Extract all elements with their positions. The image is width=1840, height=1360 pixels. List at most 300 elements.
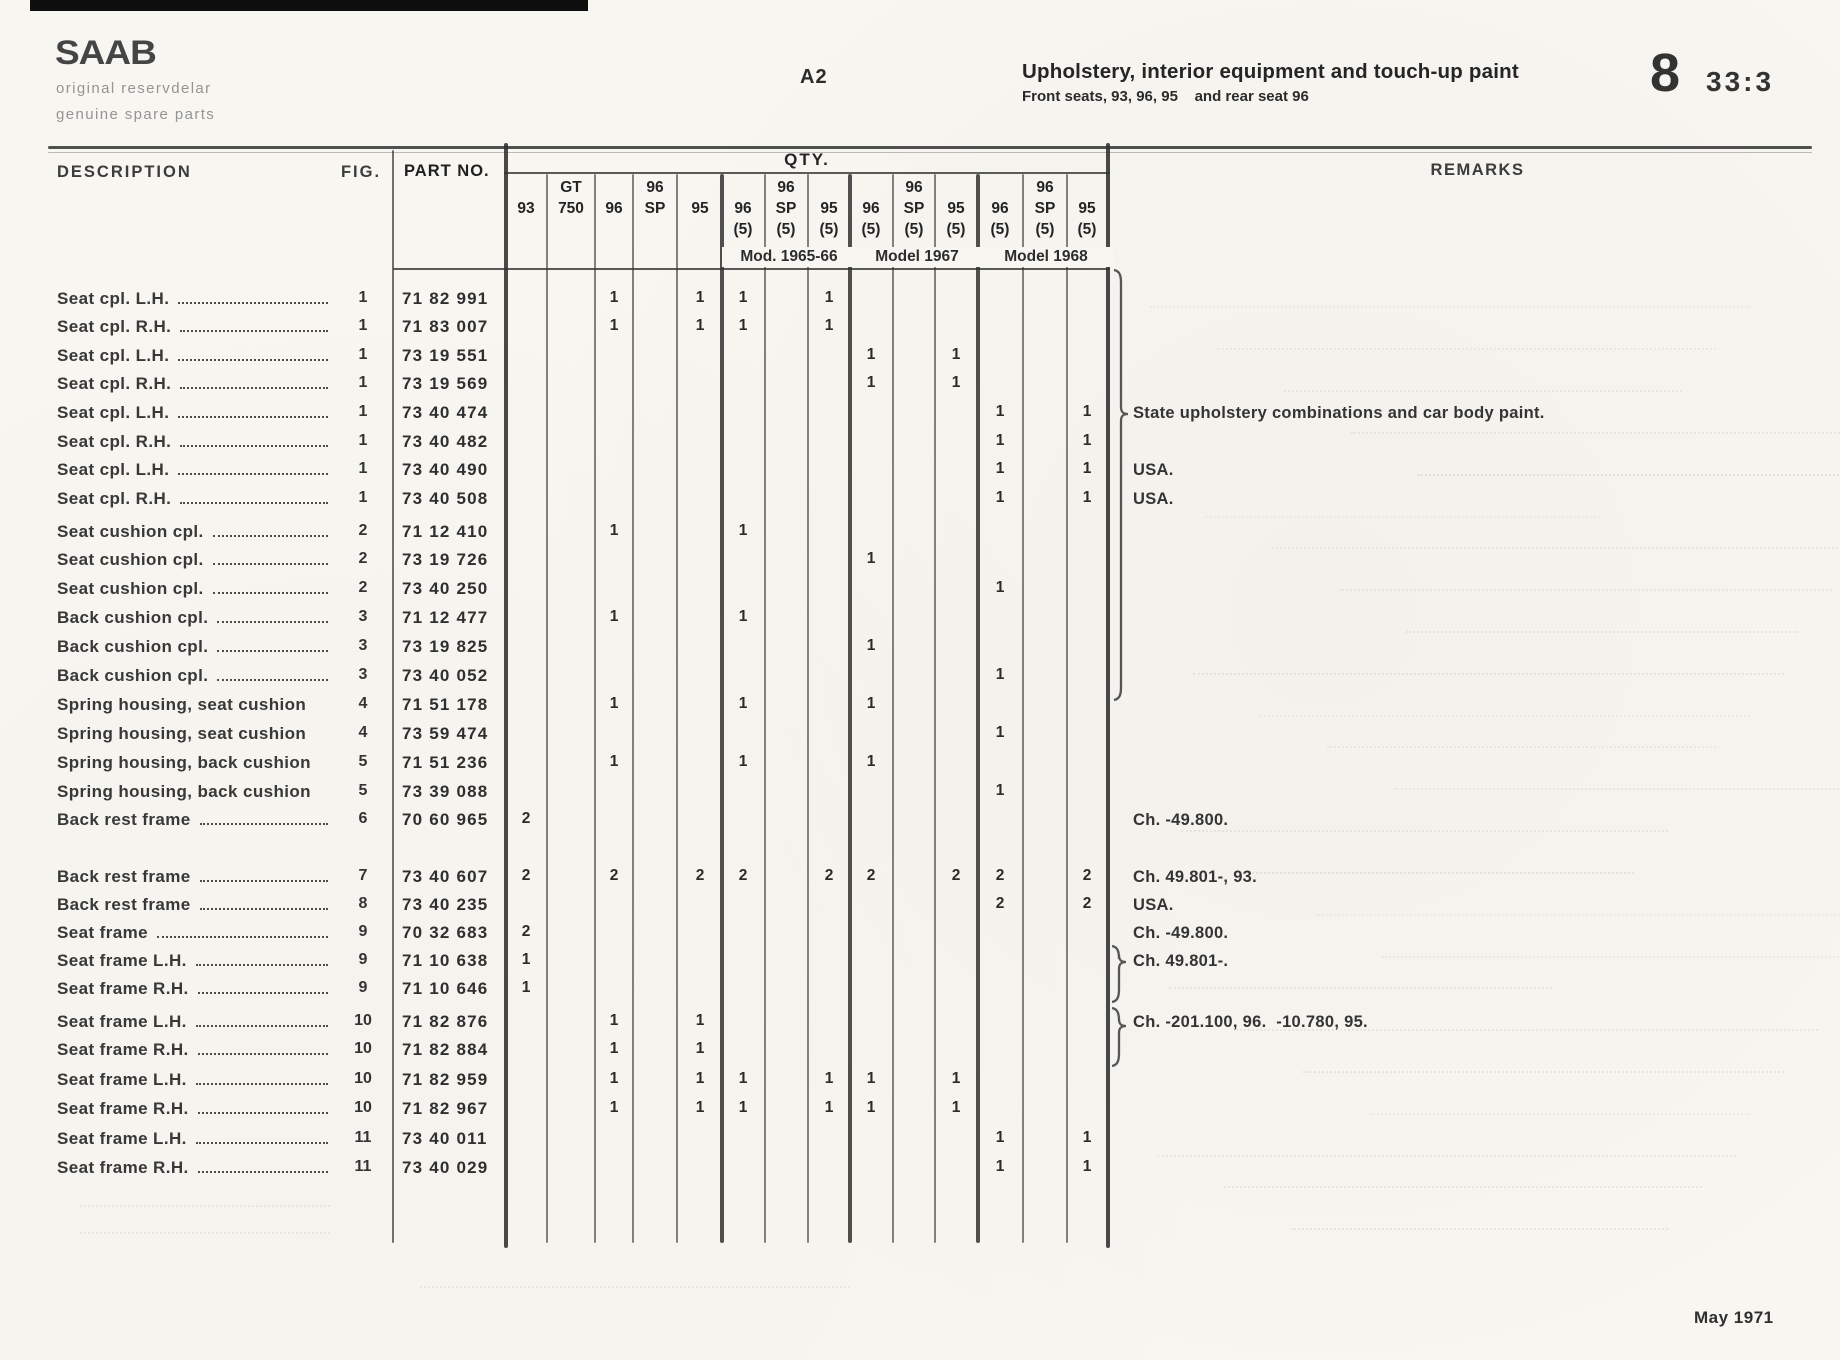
description-text: Seat frame L.H. <box>57 1070 187 1089</box>
qty-column-label: 96 <box>646 179 664 196</box>
dot-leader <box>217 608 328 623</box>
dot-leader <box>178 346 328 361</box>
row-part-number: 73 40 607 <box>402 867 489 886</box>
qty-cell: 1 <box>824 317 834 334</box>
row-description <box>57 867 338 887</box>
description-text: Seat frame L.H. <box>57 951 187 970</box>
dot-leader <box>180 317 328 332</box>
table-row <box>0 666 1840 689</box>
qty-cell: 1 <box>738 608 748 625</box>
dot-leader <box>217 637 328 652</box>
scan-noise-line <box>80 1205 330 1207</box>
qty-column-label: SP <box>775 200 797 217</box>
dot-leader <box>196 1012 328 1027</box>
row-remark: Ch. -201.100, 96. -10.780, 95. <box>1133 1013 1368 1031</box>
dot-leader <box>178 289 328 304</box>
qty-cell: 1 <box>995 782 1005 799</box>
row-remark: Ch. -49.800. <box>1133 924 1229 942</box>
qty-cell: 1 <box>609 695 619 712</box>
row-description <box>57 810 338 830</box>
description-text: Seat cushion cpl. <box>57 550 204 569</box>
row-part-number: 70 60 965 <box>402 810 489 829</box>
row-description <box>57 1040 338 1060</box>
row-description <box>57 979 338 999</box>
row-description <box>57 489 338 509</box>
description-text: Seat frame R.H. <box>57 979 189 998</box>
table-row <box>0 432 1840 455</box>
dot-leader <box>200 810 328 825</box>
dot-leader <box>213 550 328 565</box>
table-row <box>0 317 1840 340</box>
table-row <box>0 895 1840 918</box>
row-description <box>57 782 338 802</box>
description-text: Seat cpl. L.H. <box>57 403 170 422</box>
brace-seat-frame-49801 <box>1109 944 1129 1004</box>
row-description <box>57 460 338 480</box>
row-part-number: 73 40 029 <box>402 1158 489 1177</box>
description-text: Seat frame L.H. <box>57 1012 187 1031</box>
qty-cell: 1 <box>866 1099 876 1116</box>
row-description <box>57 579 338 599</box>
table-row <box>0 579 1840 602</box>
row-part-number: 71 10 646 <box>402 979 489 998</box>
row-fig-number: 1 <box>358 346 368 363</box>
qty-cell: 1 <box>1082 1129 1092 1146</box>
column-header-description: DESCRIPTION <box>57 163 192 181</box>
qty-column-label: 93 <box>517 200 535 217</box>
row-part-number: 73 40 508 <box>402 489 489 508</box>
qty-column-label: 750 <box>558 200 584 217</box>
qty-cell: 1 <box>995 1129 1005 1146</box>
qty-cell: 2 <box>521 923 531 940</box>
table-row <box>0 1158 1840 1181</box>
row-fig-number: 4 <box>358 724 368 741</box>
qty-cell: 1 <box>951 1070 961 1087</box>
dot-leader <box>213 579 328 594</box>
description-text: Seat cpl. L.H. <box>57 460 170 479</box>
row-fig-number: 1 <box>358 374 368 391</box>
row-fig-number: 4 <box>358 695 368 712</box>
description-text: Seat cpl. L.H. <box>57 346 170 365</box>
qty-cell: 1 <box>995 489 1005 506</box>
description-text: Seat frame R.H. <box>57 1158 189 1177</box>
qty-cell: 1 <box>995 666 1005 683</box>
qty-column-label: 96 <box>734 200 752 217</box>
table-row <box>0 923 1840 946</box>
dot-leader <box>180 432 328 447</box>
row-fig-number: 1 <box>358 403 368 420</box>
qty-cell: 2 <box>1082 867 1092 884</box>
row-description <box>57 923 338 943</box>
qty-column-label: 96 <box>1036 179 1054 196</box>
row-fig-number: 9 <box>358 923 368 940</box>
qty-cell: 1 <box>521 951 531 968</box>
dot-leader <box>178 460 328 475</box>
table-row <box>0 608 1840 631</box>
row-part-number: 73 59 474 <box>402 724 489 743</box>
row-part-number: 73 19 569 <box>402 374 489 393</box>
row-part-number: 73 40 482 <box>402 432 489 451</box>
qty-cell: 1 <box>609 289 619 306</box>
row-part-number: 71 82 959 <box>402 1070 489 1089</box>
qty-cell: 1 <box>609 522 619 539</box>
table-row <box>0 460 1840 483</box>
table-row <box>0 753 1840 776</box>
qty-cell: 1 <box>866 637 876 654</box>
row-fig-number: 1 <box>358 489 368 506</box>
row-remark: USA. <box>1133 896 1174 914</box>
table-row <box>0 695 1840 718</box>
row-description <box>57 289 338 309</box>
dot-leader <box>178 403 328 418</box>
table-row <box>0 1040 1840 1063</box>
row-fig-number: 1 <box>358 317 368 334</box>
qty-column-label: (5) <box>861 221 881 238</box>
row-fig-number: 10 <box>354 1070 372 1087</box>
scan-noise-line <box>420 1286 850 1288</box>
row-remark: Ch. 49.801-, 93. <box>1133 868 1258 886</box>
qty-column-label: 96 <box>777 179 795 196</box>
qty-cell: 1 <box>866 1070 876 1087</box>
qty-cell: 1 <box>738 1070 748 1087</box>
qty-cell: 1 <box>866 695 876 712</box>
dot-leader <box>200 867 328 882</box>
qty-cell: 2 <box>695 867 705 884</box>
row-description <box>57 608 338 628</box>
model-group-label: Model 1968 <box>979 247 1113 267</box>
qty-cell: 1 <box>951 374 961 391</box>
brand-subtitle-swedish: original reservdelar <box>56 80 212 97</box>
row-fig-number: 2 <box>358 522 368 539</box>
doc-title: Upholstery, interior equipment and touch-up paint <box>1022 60 1519 83</box>
column-header-fig: FIG. <box>340 163 382 181</box>
table-row <box>0 289 1840 312</box>
description-text: Back cushion cpl. <box>57 637 209 656</box>
row-part-number: 73 39 088 <box>402 782 489 801</box>
qty-cell: 2 <box>951 867 961 884</box>
table-row <box>0 1070 1840 1093</box>
qty-cell: 1 <box>695 1070 705 1087</box>
row-fig-number: 8 <box>358 895 368 912</box>
footer-date: May 1971 <box>1694 1308 1774 1327</box>
row-fig-number: 1 <box>358 432 368 449</box>
qty-cell: 2 <box>609 867 619 884</box>
table-row <box>0 1129 1840 1152</box>
row-part-number: 73 19 726 <box>402 550 489 569</box>
row-description <box>57 1012 338 1032</box>
description-text: Back cushion cpl. <box>57 666 209 685</box>
row-fig-number: 10 <box>354 1012 372 1029</box>
qty-column-label: GT <box>560 179 582 196</box>
table-row <box>0 346 1840 369</box>
qty-column-label: 96 <box>605 200 623 217</box>
row-part-number: 73 40 011 <box>402 1129 488 1148</box>
description-text: Back rest frame <box>57 810 191 829</box>
description-text: Spring housing, seat cushion <box>57 695 307 714</box>
qty-column-label: 95 <box>1078 200 1096 217</box>
row-part-number: 71 82 991 <box>402 289 489 308</box>
row-fig-number: 10 <box>354 1099 372 1116</box>
qty-cell: 1 <box>866 374 876 391</box>
table-grid-hline <box>48 152 1812 153</box>
qty-cell: 1 <box>995 432 1005 449</box>
row-fig-number: 5 <box>358 782 368 799</box>
qty-cell: 1 <box>695 289 705 306</box>
row-fig-number: 6 <box>358 810 368 827</box>
table-row <box>0 810 1840 833</box>
table-grid-hline <box>393 268 1110 270</box>
row-description <box>57 666 338 686</box>
row-part-number: 73 40 474 <box>402 403 489 422</box>
column-header-remarks: REMARKS <box>1430 161 1525 179</box>
description-text: Seat cushion cpl. <box>57 522 204 541</box>
qty-column-label: (5) <box>990 221 1010 238</box>
table-row <box>0 724 1840 747</box>
row-part-number: 71 82 876 <box>402 1012 489 1031</box>
description-text: Seat frame L.H. <box>57 1129 187 1148</box>
row-description <box>57 522 338 542</box>
scan-noise-line <box>1272 547 1840 549</box>
saab-logo: SAAB <box>55 33 156 72</box>
table-row <box>0 867 1840 890</box>
row-part-number: 73 40 490 <box>402 460 489 479</box>
row-description <box>57 1099 338 1119</box>
table-row <box>0 1099 1840 1122</box>
qty-cell: 1 <box>521 979 531 996</box>
row-fig-number: 9 <box>358 951 368 968</box>
row-part-number: 73 19 551 <box>402 346 489 365</box>
row-description <box>57 895 338 915</box>
qty-column-label: (5) <box>1077 221 1097 238</box>
row-part-number: 71 10 638 <box>402 951 489 970</box>
qty-cell: 1 <box>609 1040 619 1057</box>
qty-cell: 1 <box>695 1040 705 1057</box>
qty-column-label: 95 <box>691 200 709 217</box>
qty-column-label: (5) <box>1035 221 1055 238</box>
dot-leader <box>180 489 328 504</box>
qty-cell: 1 <box>609 1099 619 1116</box>
brace-upholstery-note <box>1111 268 1131 702</box>
qty-column-label: 96 <box>905 179 923 196</box>
row-fig-number: 3 <box>358 666 368 683</box>
row-description <box>57 432 338 452</box>
qty-column-label: 95 <box>947 200 965 217</box>
qty-cell: 2 <box>521 867 531 884</box>
qty-cell: 2 <box>738 867 748 884</box>
row-description <box>57 374 338 394</box>
section-page-number: 33:3 <box>1706 66 1775 97</box>
qty-cell: 1 <box>995 460 1005 477</box>
row-part-number: 71 12 477 <box>402 608 489 627</box>
qty-cell: 1 <box>866 346 876 363</box>
row-fig-number: 1 <box>358 289 368 306</box>
qty-cell: 1 <box>609 317 619 334</box>
scan-noise-line <box>80 1232 330 1234</box>
dot-leader <box>198 979 328 994</box>
row-part-number: 71 83 007 <box>402 317 489 336</box>
qty-column-label: (5) <box>904 221 924 238</box>
qty-cell: 2 <box>824 867 834 884</box>
qty-column-label: 95 <box>820 200 838 217</box>
qty-cell: 1 <box>738 1099 748 1116</box>
row-part-number: 71 12 410 <box>402 522 489 541</box>
qty-cell: 1 <box>824 1099 834 1116</box>
qty-cell: 1 <box>951 346 961 363</box>
model-group-label: Mod. 1965-66 <box>722 247 856 267</box>
table-grid-hline <box>48 146 1812 149</box>
scan-noise-line <box>1224 1186 1702 1188</box>
dot-leader <box>196 951 328 966</box>
qty-cell: 1 <box>695 1012 705 1029</box>
row-fig-number: 3 <box>358 608 368 625</box>
row-part-number: 71 51 236 <box>402 753 489 772</box>
description-text: Seat cpl. L.H. <box>57 289 170 308</box>
row-fig-number: 11 <box>354 1129 372 1146</box>
dot-leader <box>198 1040 328 1055</box>
column-header-qty: QTY. <box>784 150 830 169</box>
qty-cell: 1 <box>866 753 876 770</box>
page-code: A2 <box>800 66 828 88</box>
qty-cell: 1 <box>738 522 748 539</box>
table-row <box>0 1012 1840 1035</box>
dot-leader <box>198 1099 328 1114</box>
qty-cell: 2 <box>995 867 1005 884</box>
qty-cell: 1 <box>995 579 1005 596</box>
row-fig-number: 2 <box>358 579 368 596</box>
description-text: Seat frame R.H. <box>57 1099 189 1118</box>
table-row <box>0 951 1840 974</box>
qty-column-label: (5) <box>733 221 753 238</box>
qty-cell: 1 <box>1082 403 1092 420</box>
row-description <box>57 753 338 773</box>
row-part-number: 73 40 052 <box>402 666 489 685</box>
table-row <box>0 782 1840 805</box>
qty-cell: 1 <box>995 1158 1005 1175</box>
row-fig-number: 10 <box>354 1040 372 1057</box>
row-part-number: 73 40 250 <box>402 579 489 598</box>
description-text: Spring housing, back cushion <box>57 782 311 801</box>
row-description <box>57 1070 338 1090</box>
qty-column-label: 96 <box>862 200 880 217</box>
qty-cell: 1 <box>738 753 748 770</box>
qty-column-label: SP <box>903 200 925 217</box>
row-part-number: 71 82 967 <box>402 1099 489 1118</box>
description-text: Seat cpl. R.H. <box>57 317 172 336</box>
scan-noise-line <box>1157 1155 1736 1157</box>
qty-column-label: (5) <box>946 221 966 238</box>
table-row <box>0 979 1840 1002</box>
qty-cell: 1 <box>1082 432 1092 449</box>
row-description <box>57 346 338 366</box>
qty-cell: 2 <box>866 867 876 884</box>
description-text: Spring housing, seat cushion <box>57 724 307 743</box>
row-remark: USA. <box>1133 490 1174 508</box>
qty-cell: 1 <box>1082 1158 1092 1175</box>
row-description <box>57 1158 338 1178</box>
row-fig-number: 9 <box>358 979 368 996</box>
row-description <box>57 637 338 657</box>
qty-cell: 2 <box>1082 895 1092 912</box>
description-text: Back rest frame <box>57 895 191 914</box>
table-row <box>0 403 1840 426</box>
row-part-number: 71 51 178 <box>402 695 489 714</box>
table-grid-hline <box>504 172 1110 174</box>
row-description <box>57 1129 338 1149</box>
row-part-number: 73 19 825 <box>402 637 489 656</box>
description-text: Seat cpl. R.H. <box>57 489 172 508</box>
qty-cell: 1 <box>695 1099 705 1116</box>
qty-column-label: (5) <box>819 221 839 238</box>
row-remark: Ch. -49.800. <box>1133 811 1229 829</box>
row-fig-number: 1 <box>358 460 368 477</box>
brand-subtitle-english: genuine spare parts <box>56 106 216 123</box>
qty-cell: 1 <box>738 317 748 334</box>
qty-cell: 1 <box>738 695 748 712</box>
dot-leader <box>217 666 328 681</box>
row-part-number: 73 40 235 <box>402 895 489 914</box>
row-fig-number: 5 <box>358 753 368 770</box>
qty-cell: 1 <box>951 1099 961 1116</box>
description-text: Seat frame R.H. <box>57 1040 189 1059</box>
dot-leader <box>200 895 328 910</box>
qty-cell: 1 <box>609 608 619 625</box>
section-number: 8 <box>1650 43 1681 103</box>
qty-cell: 1 <box>609 753 619 770</box>
row-description <box>57 695 338 715</box>
description-text: Seat frame <box>57 923 148 942</box>
table-row <box>0 489 1840 512</box>
qty-column-label: (5) <box>776 221 796 238</box>
row-description <box>57 317 338 337</box>
row-remark: Ch. 49.801-. <box>1133 952 1229 970</box>
description-text: Back rest frame <box>57 867 191 886</box>
dot-leader <box>180 374 328 389</box>
qty-cell: 1 <box>738 289 748 306</box>
qty-cell: 1 <box>995 724 1005 741</box>
scan-noise-line <box>1291 1228 1668 1230</box>
table-row <box>0 637 1840 660</box>
row-fig-number: 2 <box>358 550 368 567</box>
qty-cell: 1 <box>1082 460 1092 477</box>
dot-leader <box>196 1129 328 1144</box>
qty-cell: 1 <box>695 317 705 334</box>
scan-noise-line <box>1205 516 1600 518</box>
row-fig-number: 3 <box>358 637 368 654</box>
qty-cell: 2 <box>521 810 531 827</box>
table-row <box>0 522 1840 545</box>
row-fig-number: 11 <box>354 1158 372 1175</box>
qty-column-label: 96 <box>991 200 1009 217</box>
row-remark: State upholstery combinations and car body paint. <box>1133 404 1545 422</box>
row-fig-number: 7 <box>358 867 368 884</box>
description-text: Spring housing, back cushion <box>57 753 311 772</box>
dot-leader <box>196 1070 328 1085</box>
table-row <box>0 374 1840 397</box>
scan-artifact-bar <box>30 0 588 11</box>
description-text: Back cushion cpl. <box>57 608 209 627</box>
qty-column-label: SP <box>644 200 666 217</box>
qty-cell: 1 <box>609 1012 619 1029</box>
description-text: Seat cushion cpl. <box>57 579 204 598</box>
column-header-part-no: PART NO. <box>404 162 490 180</box>
qty-cell: 1 <box>609 1070 619 1087</box>
model-group-label: Model 1967 <box>850 247 984 267</box>
qty-column-label: SP <box>1034 200 1056 217</box>
row-description <box>57 403 338 423</box>
dot-leader <box>213 522 328 537</box>
qty-cell: 2 <box>995 895 1005 912</box>
doc-subtitle: Front seats, 93, 96, 95 and rear seat 96 <box>1022 88 1309 105</box>
